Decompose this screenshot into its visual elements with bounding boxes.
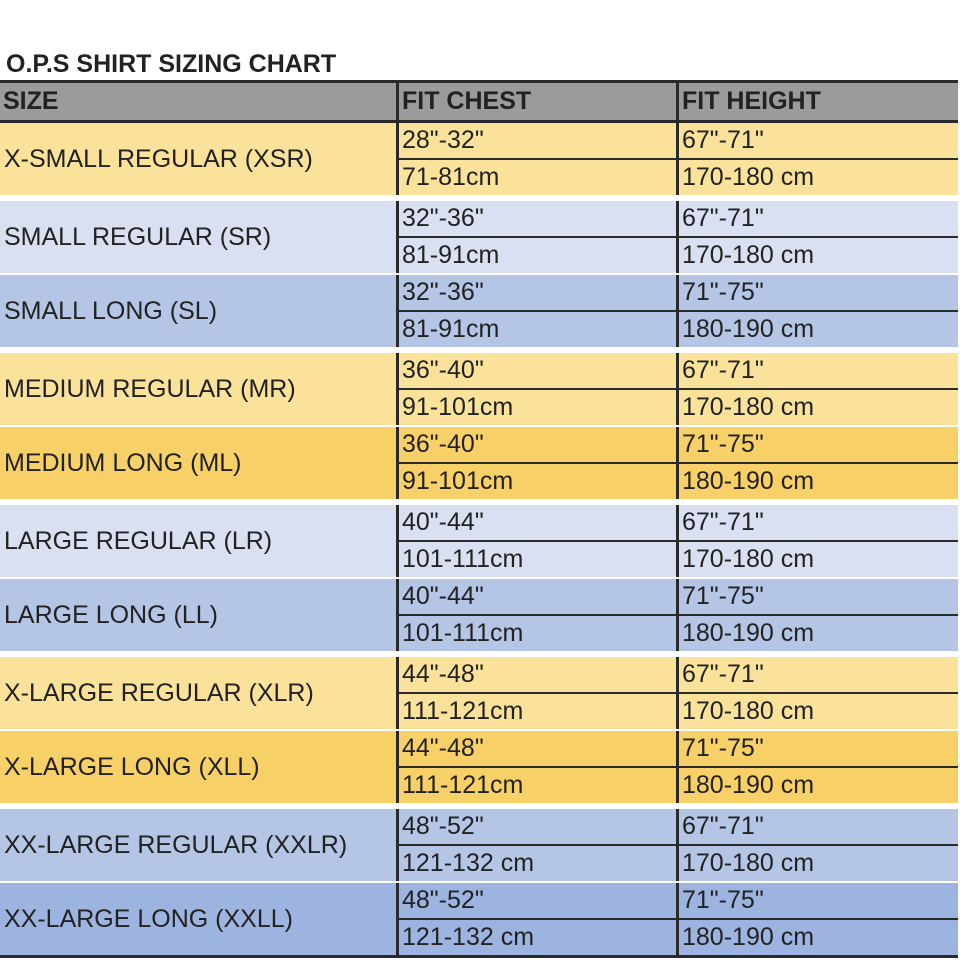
height-cell <box>676 353 958 425</box>
size-group <box>0 123 958 201</box>
chest-cell-cm: 91-101cm <box>399 462 676 497</box>
size-group <box>0 657 958 809</box>
size-cell: MEDIUM REGULAR (MR) <box>4 375 296 403</box>
chest-cell-inches: 40"-44" <box>402 582 484 610</box>
table-row <box>0 353 958 425</box>
height-cell-cm: 180-190 cm <box>679 766 958 801</box>
chest-cell-cm: 81-91cm <box>399 236 676 271</box>
height-cell <box>676 657 958 729</box>
chest-cell <box>396 657 676 729</box>
chest-cell-cm: 121-132 cm <box>399 844 676 879</box>
size-cell: X-LARGE REGULAR (XLR) <box>4 679 314 707</box>
height-cell <box>676 579 958 651</box>
chest-cell <box>396 731 676 803</box>
chest-cell <box>396 275 676 347</box>
height-cell-cm: 170-180 cm <box>679 844 958 879</box>
height-cell-inches: 67"-71" <box>682 812 764 840</box>
height-cell-cm: 180-190 cm <box>679 918 958 953</box>
header-fit-chest: FIT CHEST <box>396 83 676 120</box>
size-group <box>0 505 958 657</box>
size-cell: SMALL REGULAR (SR) <box>4 223 272 251</box>
chest-cell-inches: 48"-52" <box>402 886 484 914</box>
table-row <box>0 577 958 651</box>
height-cell <box>676 427 958 499</box>
height-cell-cm: 170-180 cm <box>679 540 958 575</box>
height-cell-inches: 67"-71" <box>682 126 764 154</box>
table-row <box>0 201 958 273</box>
chest-cell-cm: 111-121cm <box>399 766 676 801</box>
table-row <box>0 809 958 881</box>
chest-cell <box>396 353 676 425</box>
table-row <box>0 273 958 347</box>
size-group <box>0 201 958 353</box>
table-header-row <box>0 83 958 123</box>
height-cell <box>676 201 958 273</box>
size-cell: XX-LARGE LONG (XXLL) <box>4 905 293 933</box>
height-cell-inches: 71"-75" <box>682 430 764 458</box>
height-cell-inches: 67"-71" <box>682 356 764 384</box>
height-cell-cm: 170-180 cm <box>679 236 958 271</box>
chest-cell-inches: 44"-48" <box>402 660 484 688</box>
chest-cell-inches: 32"-36" <box>402 278 484 306</box>
chest-cell-inches: 36"-40" <box>402 430 484 458</box>
size-cell: XX-LARGE REGULAR (XXLR) <box>4 831 348 859</box>
table-row <box>0 123 958 195</box>
size-cell: X-LARGE LONG (XLL) <box>4 753 260 781</box>
chest-cell-inches: 48"-52" <box>402 812 484 840</box>
size-group <box>0 809 958 955</box>
height-cell <box>676 883 958 955</box>
height-cell-inches: 67"-71" <box>682 204 764 232</box>
header-size: SIZE <box>3 87 59 115</box>
table-row <box>0 425 958 499</box>
chest-cell-inches: 40"-44" <box>402 508 484 536</box>
chart-title: O.P.S SHIRT SIZING CHART <box>6 50 337 78</box>
table-row <box>0 657 958 729</box>
chest-cell-cm: 91-101cm <box>399 388 676 423</box>
table-row <box>0 881 958 955</box>
chest-cell-cm: 121-132 cm <box>399 918 676 953</box>
chest-cell <box>396 505 676 577</box>
size-group <box>0 353 958 505</box>
size-cell: X-SMALL REGULAR (XSR) <box>4 145 313 173</box>
height-cell <box>676 809 958 881</box>
chest-cell-inches: 36"-40" <box>402 356 484 384</box>
chest-cell <box>396 579 676 651</box>
chest-cell-cm: 71-81cm <box>399 158 676 193</box>
height-cell-inches: 71"-75" <box>682 886 764 914</box>
chest-cell-inches: 28"-32" <box>402 126 484 154</box>
size-cell: LARGE REGULAR (LR) <box>4 527 273 555</box>
chest-cell-cm: 101-111cm <box>399 614 676 649</box>
chest-cell <box>396 883 676 955</box>
height-cell-cm: 180-190 cm <box>679 614 958 649</box>
sizing-table <box>0 80 958 958</box>
height-cell-inches: 67"-71" <box>682 660 764 688</box>
chest-cell <box>396 427 676 499</box>
chest-cell <box>396 123 676 195</box>
height-cell <box>676 275 958 347</box>
chest-cell-inches: 44"-48" <box>402 734 484 762</box>
chest-cell <box>396 809 676 881</box>
height-cell-inches: 71"-75" <box>682 278 764 306</box>
header-fit-height: FIT HEIGHT <box>676 83 958 120</box>
height-cell-inches: 71"-75" <box>682 734 764 762</box>
table-row <box>0 505 958 577</box>
chest-cell-cm: 111-121cm <box>399 692 676 727</box>
chest-cell-inches: 32"-36" <box>402 204 484 232</box>
table-body <box>0 123 958 955</box>
chest-cell <box>396 201 676 273</box>
size-cell: MEDIUM LONG (ML) <box>4 449 242 477</box>
height-cell-inches: 71"-75" <box>682 582 764 610</box>
height-cell-cm: 170-180 cm <box>679 388 958 423</box>
height-cell-cm: 170-180 cm <box>679 158 958 193</box>
height-cell-cm: 180-190 cm <box>679 310 958 345</box>
size-cell: LARGE LONG (LL) <box>4 601 218 629</box>
table-row <box>0 729 958 803</box>
height-cell <box>676 505 958 577</box>
height-cell <box>676 123 958 195</box>
chest-cell-cm: 81-91cm <box>399 310 676 345</box>
height-cell <box>676 731 958 803</box>
chest-cell-cm: 101-111cm <box>399 540 676 575</box>
size-cell: SMALL LONG (SL) <box>4 297 218 325</box>
height-cell-cm: 180-190 cm <box>679 462 958 497</box>
height-cell-inches: 67"-71" <box>682 508 764 536</box>
height-cell-cm: 170-180 cm <box>679 692 958 727</box>
